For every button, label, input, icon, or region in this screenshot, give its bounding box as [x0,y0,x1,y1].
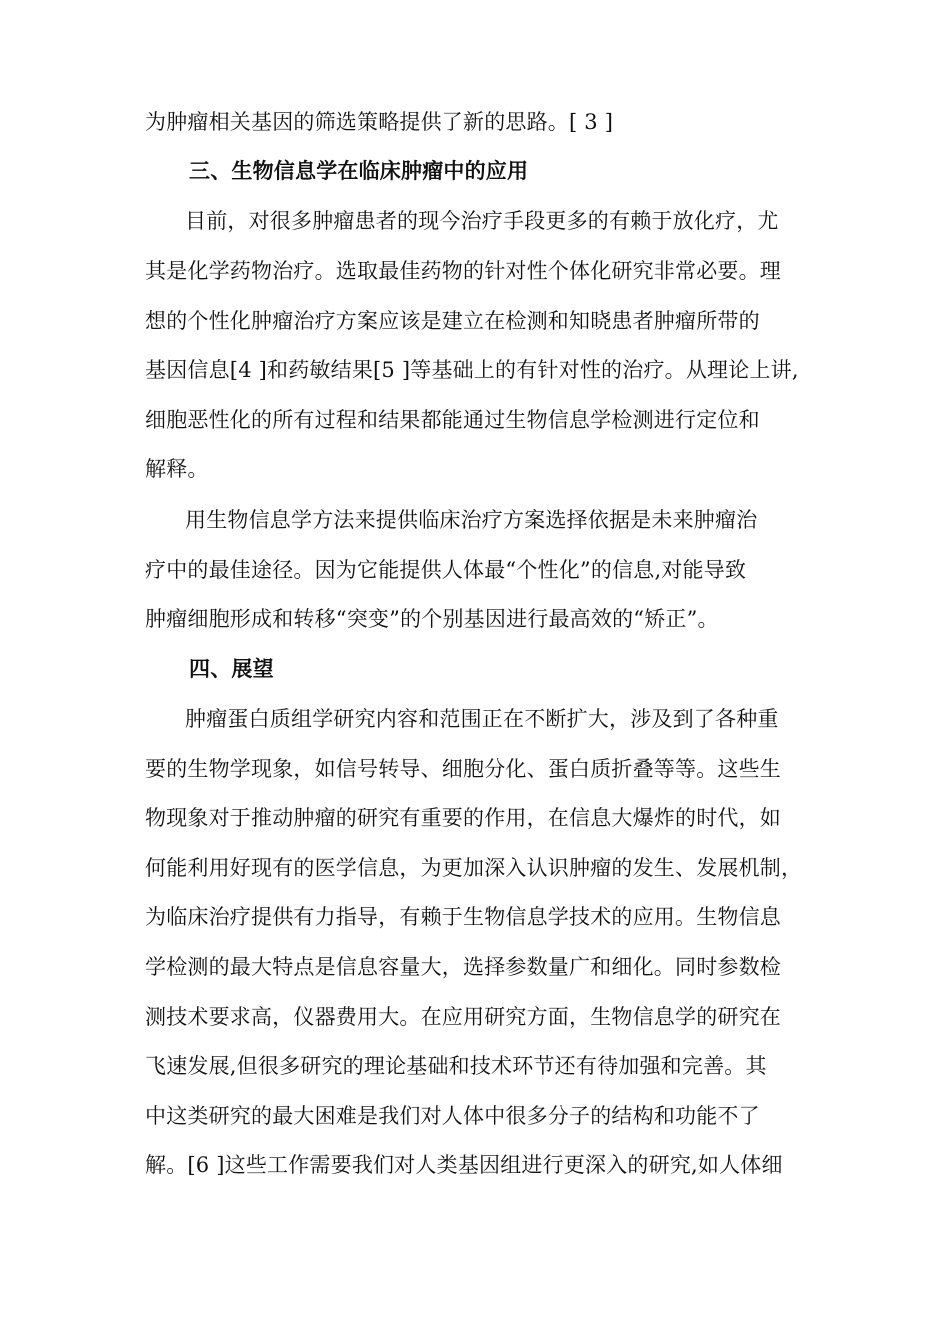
section-heading-4: 四、展望 [189,657,274,681]
paragraph-line: 肿瘤细胞形成和转移“突变”的个别基因进行最高效的“矫正”。 [145,607,719,631]
paragraph-line: 要的生物学现象，如信号转导、细胞分化、蛋白质折叠等等。这些生 [145,757,781,781]
paragraph-line: 肿瘤蛋白质组学研究内容和范围正在不断扩大，涉及到了各种重 [185,707,779,731]
paragraph-line: 物现象对于推动肿瘤的研究有重要的作用，在信息大爆炸的时代，如 [145,806,781,830]
paragraph-line: 中这类研究的最大困难是我们对人体中很多分子的结构和功能不了 [145,1104,760,1128]
paragraph-line: 目前，对很多肿瘤患者的现今治疗手段更多的有赖于放化疗，尤 [185,209,779,233]
paragraph-line: 解。[6 ]这些工作需要我们对人类基因组进行更深入的研究,如人体细 [145,1153,783,1177]
paragraph-line: 何能利用好现有的医学信息，为更加深入认识肿瘤的发生、发展机制， [145,856,803,880]
paragraph-line: 为临床治疗提供有力指导，有赖于生物信息学技术的应用。生物信息 [145,905,781,929]
paragraph-line: 细胞恶性化的所有过程和结果都能通过生物信息学检测进行定位和 [145,408,760,432]
paragraph-line: 学检测的最大特点是信息容量大，选择参数量广和细化。同时参数检 [145,955,781,979]
paragraph-line: 为肿瘤相关基因的筛选策略提供了新的思路。[ 3 ] [145,110,614,134]
paragraph-line: 测技术要求高，仪器费用大。在应用研究方面，生物信息学的研究在 [145,1005,781,1029]
paragraph-line: 想的个性化肿瘤治疗方案应该是建立在检测和知晓患者肿瘤所带的 [145,309,760,333]
paragraph-line: 解释。 [145,457,209,481]
section-heading-3: 三、生物信息学在临床肿瘤中的应用 [189,159,529,183]
paragraph-line: 飞速发展,但很多研究的理论基础和技术环节还有待加强和完善。其 [145,1054,767,1078]
paragraph-line: 基因信息[4 ]和药敏结果[5 ]等基础上的有针对性的治疗。从理论上讲, [145,358,799,382]
paragraph-line: 用生物信息学方法来提供临床治疗方案选择依据是未来肿瘤治 [185,508,758,532]
paragraph-line: 其是化学药物治疗。选取最佳药物的针对性个体化研究非常必要。理 [145,259,781,283]
paragraph-line: 疗中的最佳途径。因为它能提供人体最“个性化”的信息,对能导致 [145,558,747,582]
